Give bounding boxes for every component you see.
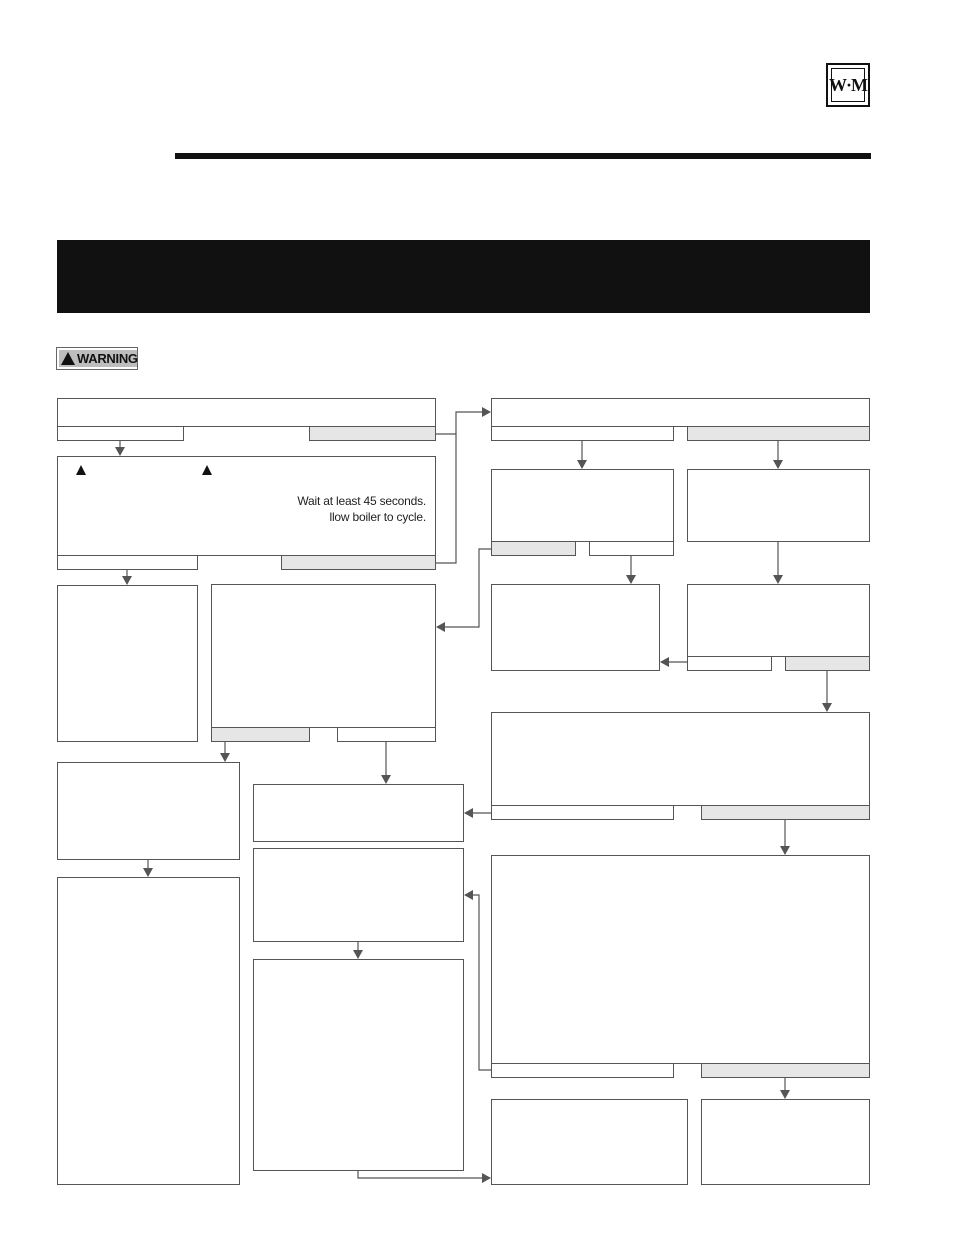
arrow-right5-to-step5b xyxy=(465,895,491,1070)
arrow-step1-to-right1 xyxy=(436,412,490,434)
arrow-right2a-to-step3b xyxy=(437,549,491,627)
wait-note-line-2: llow boiler to cycle. xyxy=(329,510,426,524)
warning-text: WARNING xyxy=(77,351,138,366)
logo-mark: W·M xyxy=(831,68,865,102)
arrow-step6b-to-right6a xyxy=(358,1171,490,1178)
wait-note-line-1: Wait at least 45 seconds. xyxy=(297,494,426,508)
arrow-step2-to-right1 xyxy=(436,434,456,563)
